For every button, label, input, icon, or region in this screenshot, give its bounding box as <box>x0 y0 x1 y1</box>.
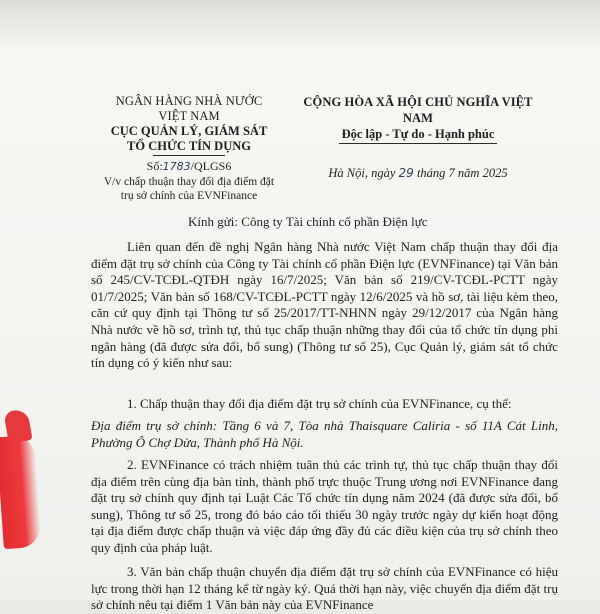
agency-dept-name-line2: TỔ CHỨC TÍN DỤNG <box>127 139 251 153</box>
number-handwritten: 1783 <box>162 160 191 173</box>
item-1-address: Địa điểm trụ sở chính: Tầng 6 và 7, Tòa nhà Thaisquare Caliria - số 11A Cát Linh, Phường Ô Chợ Dừa, Thành phố Hà Nội. <box>91 418 558 450</box>
recipient-line: Kính gửi: Công ty Tài chính cổ phần Điện lực <box>188 214 428 229</box>
item-3: 3. Văn bản chấp thuận chuyển địa điểm đặt trụ sở chính của EVNFinance có hiệu lực trong thời hạn 12 tháng kể từ ngày ký. Quá thời hạn này, việc chuyển địa điểm đặt trụ sở chính nêu tại điểm 1 Văn bản này của EVNFinance <box>91 564 558 613</box>
motto-divider <box>339 143 497 144</box>
agency-dept-name-line1: CỤC QUẢN LÝ, GIÁM SÁT <box>110 124 268 138</box>
agency-divider <box>153 155 225 156</box>
date-day-handwritten: 29 <box>398 166 414 180</box>
place-and-date <box>296 165 540 181</box>
issuing-agency-block <box>100 94 278 203</box>
nation-title: CỘNG HÒA XÃ HỘI CHỦ NGHĨA VIỆT NAM <box>303 95 533 125</box>
item-1: 1. Chấp thuận thay đổi địa điểm đặt trụ sở chính của EVNFinance, cụ thể: <box>127 396 512 411</box>
document-number <box>100 159 278 174</box>
item-2: 2. EVNFinance có trách nhiệm tuân thủ các trình tự, thủ tục chấp thuận thay đổi địa điểm trên cùng địa bàn tỉnh, thành phố trực thuộc Trung ương nơi EVNFinance đang đặt trụ sở chính quy định tại Luật Các Tổ chức tín dụng năm 2024 (đã được sửa đổi, bổ sung), Thông tư số 25, trong đó báo cáo tối thiểu 30 ngày trước ngày dự kiến hoạt động tại địa điểm được chấp thuận và việc đáp ứng đầy đủ các điều kiện của trụ sở chính theo quy định của pháp luật. <box>91 457 558 555</box>
intro-paragraph: Liên quan đến đề nghị Ngân hàng Nhà nước Việt Nam chấp thuận thay đổi địa điểm đặt trụ sở chính của Công ty Tài chính cổ phần Điện lực (EVNFinance) tại Văn bản số 245/CV-TCĐL-QTĐH ngày 16/7/2025; Văn bản số 219/CV-TCĐL-PCTT ngày 01/7/2025; Văn bản số 168/CV-TCĐL-PCTT ngày 12/6/2025 và hồ sơ, tài liệu kèm theo, căn cứ quy định tại Thông tư số 25/2017/TT-NHNN ngày 29/12/2017 của Ngân hàng Nhà nước về hồ sơ, trình tự, thủ tục chấp thuận những thay đổi của tổ chức tín dụng phi ngân hàng (đã được sửa đổi, bổ sung) (Thông tư số 25), Cục Quản lý, giám sát tổ chức tín dụng có ý kiến như sau: <box>91 239 558 371</box>
red-marker-highlight <box>0 435 42 549</box>
date-suffix: tháng 7 năm 2025 <box>416 166 508 180</box>
agency-parent-name: NGÂN HÀNG NHÀ NƯỚC <box>115 94 263 108</box>
number-suffix: /QLGS6 <box>190 159 232 173</box>
number-prefix: Số: <box>146 159 163 173</box>
agency-parent-name-line2: VIỆT NAM <box>158 109 220 123</box>
national-header-block <box>296 94 540 181</box>
date-prefix: Hà Nội, ngày <box>328 166 396 180</box>
page-top-shadow <box>0 0 600 50</box>
national-motto: Độc lập - Tự do - Hạnh phúc <box>341 127 495 141</box>
document-subject: V/v chấp thuận thay đổi địa điểm đặt trụ sở chính của EVNFinance <box>103 176 275 202</box>
